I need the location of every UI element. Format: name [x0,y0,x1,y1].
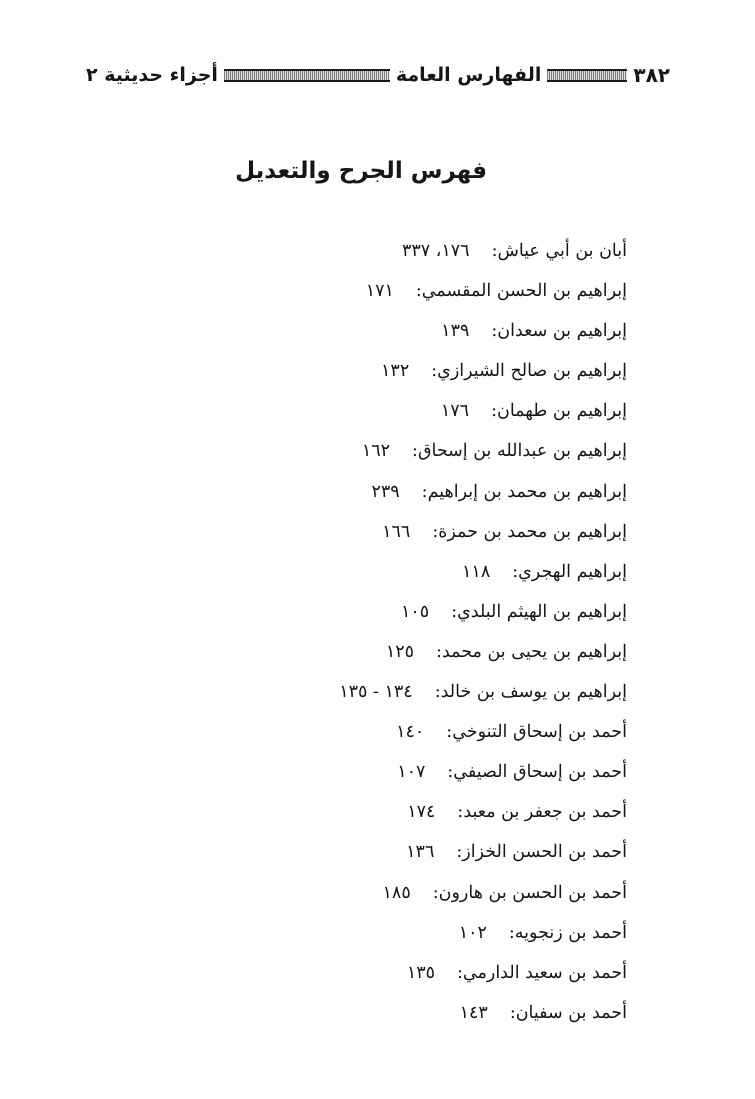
page-refs: ١٧٤ [407,802,436,823]
page-refs: ١٠٥ [400,601,430,622]
list-item [107,433,627,473]
list-item [107,915,627,955]
list-item [107,794,627,834]
list-item [107,875,627,915]
header-rule [547,69,627,82]
narrator-name: إبراهيم بن سعدان: [491,321,627,342]
list-item [107,995,627,1035]
narrator-name: إبراهيم بن الهيثم البلدي: [451,601,627,622]
page-refs: ١٦٢ [361,441,391,462]
page-title: فهرس الجرح والتعديل [235,158,487,184]
book-title: أجزاء حديثية ٢ [86,64,218,86]
page-refs: ١٠٢ [458,922,487,943]
running-header [86,60,670,90]
page-refs: ١٤٣ [459,1002,488,1023]
narrator-name: أحمد بن الحسن الخزاز: [456,842,627,863]
page-refs: ١٣٥ [406,962,436,983]
list-item [107,674,627,714]
list-item [107,273,627,313]
page-refs: ١٦٦ [382,521,411,542]
list-item [107,834,627,874]
page-refs: ١٣٢ [381,361,410,382]
narrator-name: أحمد بن الحسن بن هارون: [432,882,627,903]
header-rule [224,69,390,82]
page-refs: ١٧١ [365,281,394,302]
list-item [107,313,627,353]
list-item [107,714,627,754]
section-title: الفهارس العامة [395,64,542,86]
page-refs: ٢٣٩ [371,481,400,502]
list-item [107,955,627,995]
page-refs: ١٧٦ [440,401,470,422]
narrator-name: أحمد بن إسحاق التنوخي: [446,722,627,743]
list-item [107,634,627,674]
page-refs: ١٠٧ [397,762,426,783]
list-item [107,474,627,514]
narrator-name: إبراهيم بن عبدالله بن إسحاق: [412,441,627,462]
list-item [107,514,627,554]
narrator-name: إبراهيم الهجري: [512,561,627,582]
narrator-name: أحمد بن سفيان: [509,1002,627,1023]
page-refs: ١٨٥ [382,882,411,903]
list-item [107,233,627,273]
list-item [107,393,627,433]
page-refs: ١١٨ [462,561,491,582]
page-refs: ١٣٦ [406,842,435,863]
narrator-name: أحمد بن إسحاق الصيفي: [447,762,627,783]
narrator-name: إبراهيم بن محمد بن إبراهيم: [421,481,627,502]
page-refs: ١٣٤ - ١٣٥ [339,682,413,703]
index-list [107,233,627,1035]
narrator-name: إبراهيم بن صالح الشيرازي: [431,361,627,382]
page-refs: ١٧٦، ٣٣٧ [401,241,470,261]
page-refs: ١٤٠ [396,722,425,743]
narrator-name: إبراهيم بن طهمان: [491,401,627,422]
narrator-name: إبراهيم بن يوسف بن خالد: [434,682,627,703]
narrator-name: أحمد بن جعفر بن معبد: [457,802,627,823]
narrator-name: إبراهيم بن الحسن المقسمي: [415,281,627,302]
narrator-name: أحمد بن زنجويه: [508,922,627,943]
list-item [107,754,627,794]
list-item [107,353,627,393]
list-item [107,594,627,634]
narrator-name: أحمد بن سعيد الدارمي: [457,962,627,983]
narrator-name: إبراهيم بن يحيى بن محمد: [436,641,627,662]
list-item [107,554,627,594]
narrator-name: أبان بن أبي عياش: [491,241,627,261]
narrator-name: إبراهيم بن محمد بن حمزة: [432,521,627,542]
page-refs: ١٢٥ [385,641,415,662]
page-number: ٣٨٢ [633,63,670,87]
page-refs: ١٣٩ [441,321,470,342]
